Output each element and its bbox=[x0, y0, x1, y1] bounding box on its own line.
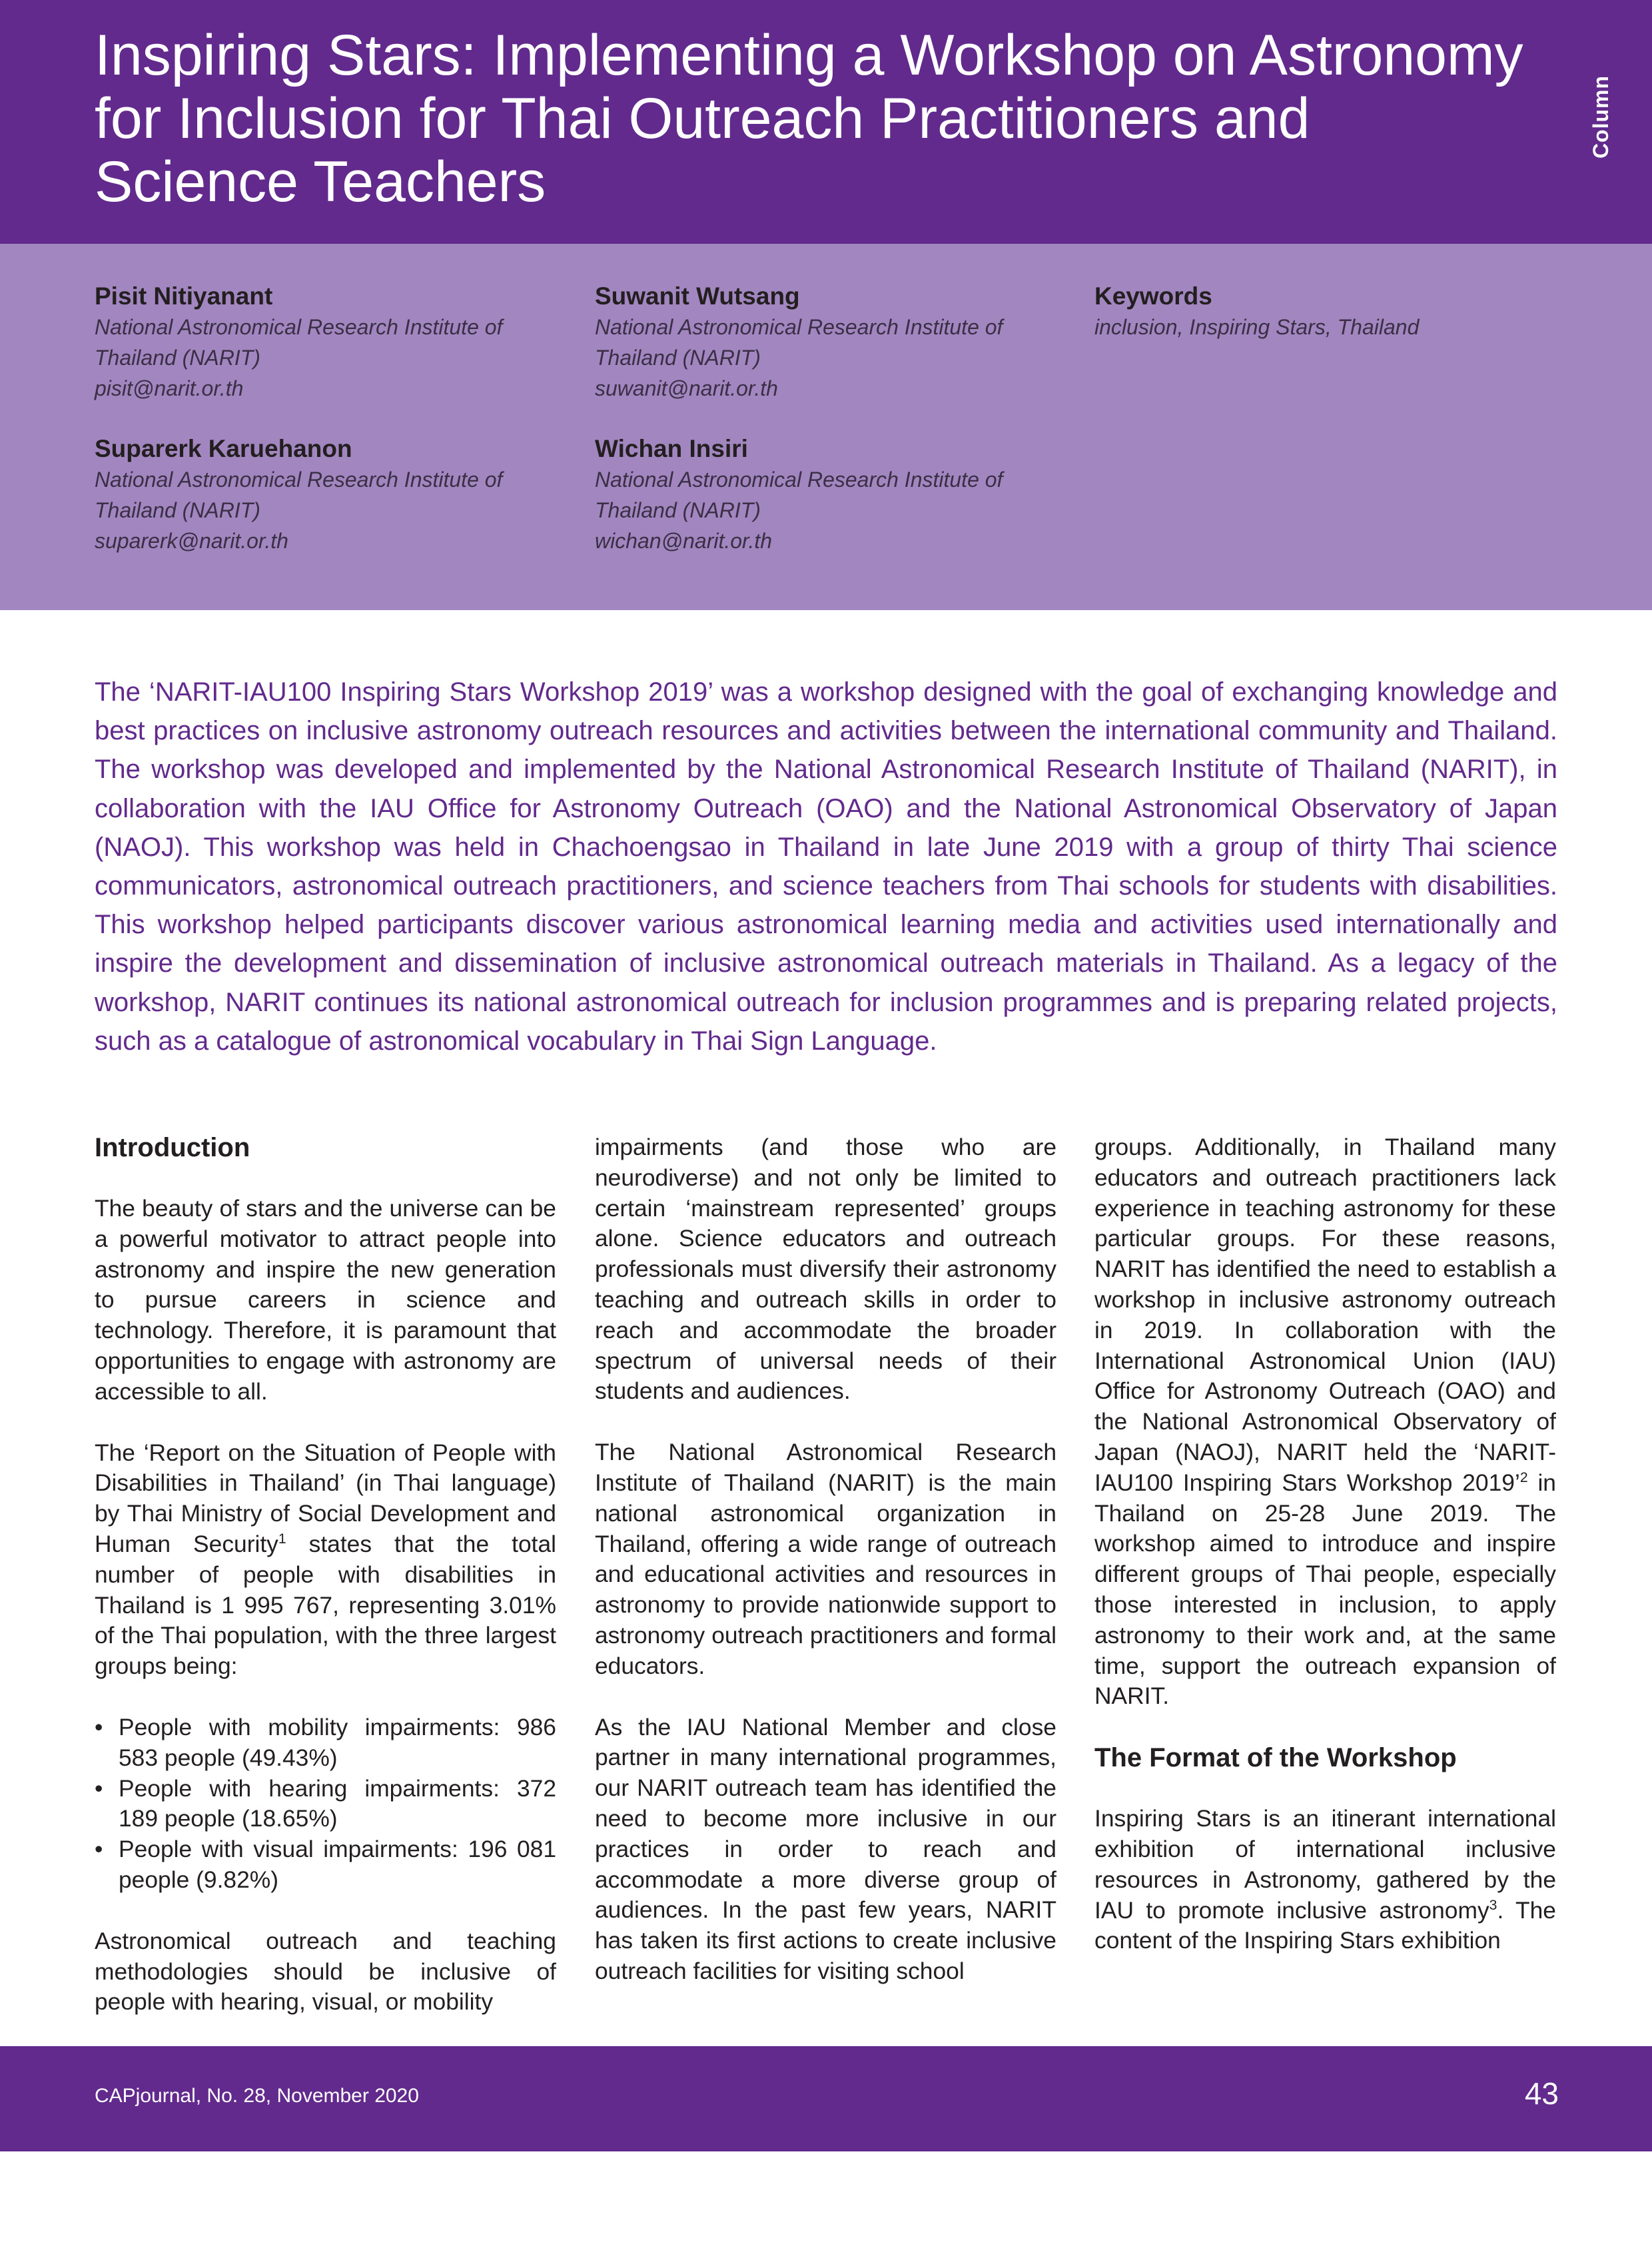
list-item: • People with hearing impairments: 372 189 people (18.65%) bbox=[95, 1774, 556, 1832]
author-affiliation: Thailand (NARIT) bbox=[95, 498, 260, 522]
paragraph: The beauty of stars and the universe can be a powerful motivator to attract people into astronomy and inspire the new generation to pursue careers in science and technology. Therefore, it is paramount that opportunities to engage with astronomy are accessible to all. bbox=[95, 1195, 556, 1405]
footnote-ref[interactable]: 1 bbox=[278, 1531, 286, 1547]
section-label bbox=[1561, 63, 1641, 170]
keywords-heading: Keywords bbox=[1094, 282, 1212, 310]
author-block bbox=[95, 434, 574, 556]
paragraph: Astronomical outreach and teaching methodologies should be inclusive of people with hearing, visual, or mobility bbox=[95, 1927, 556, 2016]
paragraph-continued: impairments (and those who are neurodiverse) and not only be limited to certain ‘mainstream represented’ groups alone. Science educators and outreach professionals must diversify their astronomy teaching and outreach skills in order to reach and accommodate the broader spectrum of universal needs of their students and audiences. bbox=[595, 1134, 1056, 1405]
paragraph: The National Astronomical Research Institute of Thailand (NARIT) is the main national astronomical organization in Thailand, offering a wide range of outreach and educational activities and resources in astronomy to provide nationwide support to astronomy outreach practitioners and formal educators. bbox=[595, 1439, 1056, 1679]
author-block bbox=[595, 434, 1074, 556]
paragraph: The ‘Report on the Situation of People with Disabilities in Thailand’ (in Thai language) by Thai Ministry of Social Development and Human Security$^1$ states that the total number of people with disabilities in Thailand is 1 995 767, representing 3.01% of the Thai population, with the three largest groups being: bbox=[95, 1439, 556, 1680]
authors-band bbox=[0, 244, 1652, 610]
author-name: Pisit Nitiyanant bbox=[95, 282, 273, 310]
author-affiliation: Thailand (NARIT) bbox=[595, 498, 761, 522]
author-affiliation: National Astronomical Research Institute of bbox=[595, 315, 1003, 339]
author-name: Wichan Insiri bbox=[595, 435, 748, 462]
author-name: Suwanit Wutsang bbox=[595, 282, 800, 310]
page-footer bbox=[0, 2046, 1652, 2151]
footnote-ref[interactable]: 3 bbox=[1489, 1896, 1497, 1913]
section-heading-introduction: Introduction bbox=[95, 1133, 250, 1162]
author-affiliation: National Astronomical Research Institute of bbox=[595, 468, 1003, 492]
author-email[interactable]: suparerk@narit.or.th bbox=[95, 529, 288, 553]
keywords-text: inclusion, Inspiring Stars, Thailand bbox=[1094, 315, 1420, 339]
author-email[interactable]: suwanit@narit.or.th bbox=[595, 376, 778, 400]
paragraph: Inspiring Stars is an itinerant international exhibition of international inclusive resources in Astronomy, gathered by the IAU to promote inclusive astronomy$^3$. The content of the Inspiring Stars exhibition bbox=[1094, 1805, 1556, 1954]
author-block bbox=[595, 281, 1074, 404]
author-affiliation: National Astronomical Research Institute of bbox=[95, 468, 503, 492]
author-affiliation: Thailand (NARIT) bbox=[595, 346, 761, 370]
author-affiliation: Thailand (NARIT) bbox=[95, 346, 260, 370]
abstract: The ‘NARIT-IAU100 Inspiring Stars Workshop 2019’ was a workshop designed with the goal of exchanging knowledge and best practices on inclusive astronomy outreach resources and activities between the international community and Thailand. The workshop was developed and implemented by the National Astronomical Research Institute of Thailand (NARIT), in collaboration with the IAU Office for Astronomy Outreach (OAO) and the National Astronomical Observatory of Japan (NAOJ). This workshop was held in Chachoengsao in Thailand in late June 2019 with a group of thirty Thai science communicators, astronomical outreach practitioners, and science teachers from Thai schools for students with disabilities. This workshop helped participants discover various astronomical learning media and activities used internationally and inspire the development and dissemination of inclusive astronomical outreach materials in Thailand. As a legacy of the workshop, NARIT continues its national astronomical outreach for inclusion programmes and is preparing related projects, such as a catalogue of astronomical vocabulary in Thai Sign Language. bbox=[95, 677, 1557, 1056]
title-banner bbox=[0, 0, 1652, 244]
author-email[interactable]: wichan@narit.or.th bbox=[595, 529, 773, 553]
author-email[interactable]: pisit@narit.or.th bbox=[95, 376, 244, 400]
section-heading-format: The Format of the Workshop bbox=[1094, 1743, 1457, 1773]
body-column-1 bbox=[95, 1132, 556, 2048]
list-item: • People with mobility impairments: 986 583 people (49.43%) bbox=[95, 1713, 556, 1771]
section-label-text: Column bbox=[1589, 75, 1613, 159]
statistics-list bbox=[95, 1712, 556, 1896]
journal-citation: CAPjournal, No. 28, November 2020 bbox=[95, 2085, 419, 2107]
paragraph-continued: groups. Additionally, in Thailand many educators and outreach practitioners lack experience in teaching astronomy for these particular groups. For these reasons, NARIT has identified the need to establish a workshop in inclusive astronomy outreach in 2019. In collaboration with the International Astronomical Union (IAU) Office for Astronomy Outreach (OAO) and the National Astronomical Observatory of Japan (NAOJ), NARIT held the ‘NARIT-IAU100 Inspiring Stars Workshop 2019’$^2$ in Thailand on 25-28 June 2019. The workshop aimed to introduce and inspire different groups of Thai people, especially those interested in inclusion, to apply astronomy to their work and, at the same time, support the outreach expansion of NARIT. bbox=[1094, 1134, 1556, 1710]
page-number: 43 bbox=[1524, 2076, 1559, 2111]
author-block bbox=[95, 281, 574, 404]
paragraph: As the IAU National Member and close partner in many international programmes, our NARIT outreach team has identified the need to become more inclusive in our practices in order to reach and accommodate a more diverse group of audiences. In the past few years, NARIT has taken its first actions to create inclusive outreach facilities for visiting school bbox=[595, 1713, 1056, 1984]
footnote-ref[interactable]: 2 bbox=[1519, 1469, 1528, 1485]
body-column-2 bbox=[595, 1132, 1056, 2018]
list-item: • People with visual impairments: 196 081 people (9.82%) bbox=[95, 1836, 556, 1893]
body-column-3 bbox=[1094, 1132, 1556, 1987]
author-affiliation: National Astronomical Research Institute of bbox=[95, 315, 503, 339]
article-title: Inspiring Stars: Implementing a Workshop on Astronomy for Inclusion for Thai Outreach Practitioners and Science Teachers bbox=[95, 23, 1523, 214]
keywords-block bbox=[1094, 281, 1574, 342]
author-name: Suparerk Karuehanon bbox=[95, 435, 352, 462]
